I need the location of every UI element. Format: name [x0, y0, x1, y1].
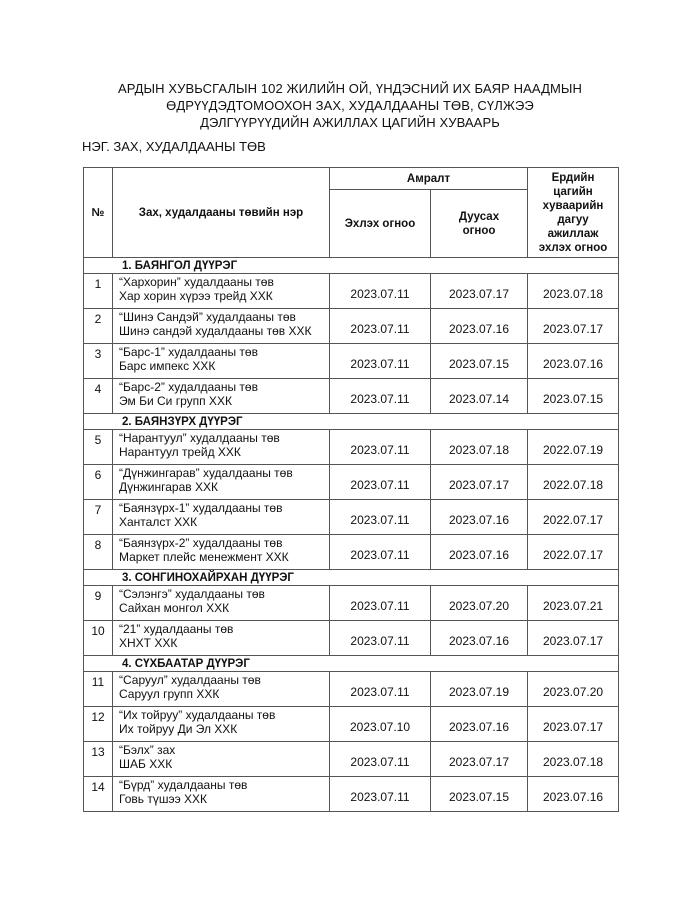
- table-row: [84, 742, 619, 777]
- company-name: Сайхан монгол ХХК: [119, 601, 230, 615]
- district-label: 1. БАЯНГОЛ ДҮҮРЭГ: [84, 258, 619, 274]
- header-rest: Амралт: [330, 168, 528, 190]
- market-name: “Шинэ Сандэй” худалдааны төв: [119, 310, 296, 324]
- title-line-1: АРДЫН ХУВЬСГАЛЫН 102 ЖИЛИЙН ОЙ, ҮНДЭСНИЙ ИХ БАЯР НААДМЫН: [117, 81, 583, 96]
- district-row: [84, 414, 619, 430]
- header-regular: Ердийн цагийн хуваарийн дагуу ажиллаж эхлэх огноо: [528, 168, 619, 258]
- end-date: 2023.07.16: [431, 707, 528, 742]
- table-row: [84, 586, 619, 621]
- table-row: [84, 672, 619, 707]
- market-name: “Бүрд” худалдааны төв: [119, 778, 248, 792]
- row-number: 11: [84, 672, 113, 707]
- row-number: 3: [84, 344, 113, 379]
- schedule-body: [84, 258, 619, 812]
- market-name: “Баянзүрх-2” худалдааны төв: [119, 536, 283, 550]
- start-date: 2023.07.11: [330, 535, 431, 570]
- table-row: [84, 707, 619, 742]
- row-number: 2: [84, 309, 113, 344]
- company-name: ШАБ ХХК: [119, 757, 173, 771]
- regular-date: 2023.07.18: [528, 742, 619, 777]
- company-name: Эм Би Си групп ХХК: [119, 394, 232, 408]
- table-row: [84, 465, 619, 500]
- regular-date: 2023.07.17: [528, 707, 619, 742]
- table-row: [84, 379, 619, 414]
- start-date: 2023.07.11: [330, 465, 431, 500]
- row-number: 1: [84, 274, 113, 309]
- market-name-cell: [113, 379, 330, 414]
- regular-date: 2023.07.18: [528, 274, 619, 309]
- market-name: “Дүнжингарав” худалдааны төв: [119, 466, 293, 480]
- market-name-cell: [113, 344, 330, 379]
- regular-date: 2023.07.16: [528, 344, 619, 379]
- table-row: [84, 500, 619, 535]
- end-date: 2023.07.17: [431, 742, 528, 777]
- market-name: “Саруул” худалдааны төв: [119, 673, 261, 687]
- start-date: 2023.07.11: [330, 344, 431, 379]
- document-title: [0, 80, 700, 131]
- market-name: “Барс-1” худалдааны төв: [119, 345, 258, 359]
- table-row: [84, 777, 619, 812]
- district-label: 4. СҮХБААТАР ДҮҮРЭГ: [84, 656, 619, 672]
- header-start: Эхлэх огноо: [330, 190, 431, 258]
- end-date: 2023.07.14: [431, 379, 528, 414]
- end-date: 2023.07.16: [431, 309, 528, 344]
- start-date: 2023.07.11: [330, 621, 431, 656]
- market-name: “Сэлэнгэ” худалдааны төв: [119, 587, 265, 601]
- end-date: 2023.07.16: [431, 535, 528, 570]
- market-name: “21” худалдааны төв: [119, 622, 234, 636]
- start-date: 2023.07.11: [330, 500, 431, 535]
- regular-date: 2022.07.17: [528, 500, 619, 535]
- end-date: 2023.07.19: [431, 672, 528, 707]
- regular-date: 2022.07.17: [528, 535, 619, 570]
- row-number: 4: [84, 379, 113, 414]
- row-number: 5: [84, 430, 113, 465]
- regular-date: 2023.07.17: [528, 621, 619, 656]
- start-date: 2023.07.11: [330, 309, 431, 344]
- start-date: 2023.07.11: [330, 379, 431, 414]
- market-name: “Их тойруу” худалдааны төв: [119, 708, 276, 722]
- market-name-cell: [113, 586, 330, 621]
- start-date: 2023.07.11: [330, 586, 431, 621]
- market-name: “Нарантуул” худалдааны төв: [119, 431, 280, 445]
- district-label: 2. БАЯНЗҮРХ ДҮҮРЭГ: [84, 414, 619, 430]
- market-name-cell: [113, 621, 330, 656]
- market-name-cell: [113, 430, 330, 465]
- row-number: 13: [84, 742, 113, 777]
- company-name: Шинэ сандэй худалдааны төв ХХК: [119, 324, 312, 338]
- table-row: [84, 430, 619, 465]
- row-number: 9: [84, 586, 113, 621]
- row-number: 10: [84, 621, 113, 656]
- market-name: “Баянзүрх-1” худалдааны төв: [119, 501, 283, 515]
- header-number: №: [84, 168, 113, 258]
- header-name: Зах, худалдааны төвийн нэр: [113, 168, 330, 258]
- district-row: [84, 570, 619, 586]
- district-row: [84, 258, 619, 274]
- company-name: Их тойруу Ди Эл ХХК: [119, 722, 238, 736]
- header-end: Дуусах огноо: [431, 190, 528, 258]
- start-date: 2023.07.11: [330, 742, 431, 777]
- table-row: [84, 621, 619, 656]
- end-date: 2023.07.15: [431, 777, 528, 812]
- table-row: [84, 274, 619, 309]
- company-name: ХНХТ ХХК: [119, 636, 178, 650]
- start-date: 2023.07.11: [330, 777, 431, 812]
- market-name: “Барс-2” худалдааны төв: [119, 380, 258, 394]
- market-name-cell: [113, 465, 330, 500]
- market-name-cell: [113, 777, 330, 812]
- end-date: 2023.07.15: [431, 344, 528, 379]
- table-row: [84, 344, 619, 379]
- district-row: [84, 656, 619, 672]
- regular-date: 2023.07.17: [528, 309, 619, 344]
- table-row: [84, 309, 619, 344]
- district-label: 3. СОНГИНОХАЙРХАН ДҮҮРЭГ: [84, 570, 619, 586]
- regular-date: 2023.07.15: [528, 379, 619, 414]
- company-name: Ханталст ХХК: [119, 515, 198, 529]
- market-name-cell: [113, 274, 330, 309]
- start-date: 2023.07.11: [330, 672, 431, 707]
- row-number: 6: [84, 465, 113, 500]
- title-line-3: ДЭЛГҮҮРҮҮДИЙН АЖИЛЛАХ ЦАГИЙН ХУВААРЬ: [200, 115, 500, 130]
- row-number: 14: [84, 777, 113, 812]
- market-name-cell: [113, 500, 330, 535]
- regular-date: 2023.07.16: [528, 777, 619, 812]
- company-name: Барс импекс ХХК: [119, 359, 216, 373]
- company-name: Хар хорин хүрээ трейд ХХК: [119, 289, 273, 303]
- regular-date: 2022.07.18: [528, 465, 619, 500]
- end-date: 2023.07.16: [431, 621, 528, 656]
- schedule-table: [83, 167, 619, 812]
- row-number: 12: [84, 707, 113, 742]
- market-name-cell: [113, 535, 330, 570]
- market-name: “Бэлх” зах: [119, 743, 176, 757]
- market-name: “Хархорин” худалдааны төв: [119, 275, 274, 289]
- row-number: 7: [84, 500, 113, 535]
- end-date: 2023.07.17: [431, 274, 528, 309]
- table-row: [84, 535, 619, 570]
- company-name: Маркет плейс менежмент ХХК: [119, 550, 289, 564]
- regular-date: 2023.07.20: [528, 672, 619, 707]
- company-name: Говь түшээ ХХК: [119, 792, 208, 806]
- regular-date: 2023.07.21: [528, 586, 619, 621]
- start-date: 2023.07.11: [330, 274, 431, 309]
- market-name-cell: [113, 742, 330, 777]
- end-date: 2023.07.17: [431, 465, 528, 500]
- company-name: Нарантуул трейд ХХК: [119, 445, 241, 459]
- regular-date: 2022.07.19: [528, 430, 619, 465]
- market-name-cell: [113, 707, 330, 742]
- company-name: Дүнжингарав ХХК: [119, 480, 218, 494]
- end-date: 2023.07.18: [431, 430, 528, 465]
- end-date: 2023.07.16: [431, 500, 528, 535]
- start-date: 2023.07.10: [330, 707, 431, 742]
- title-line-2: ӨДРҮҮДЭДТОМООХОН ЗАХ, ХУДАЛДААНЫ ТӨВ, СҮЛЖЭЭ: [166, 98, 534, 113]
- market-name-cell: [113, 672, 330, 707]
- end-date: 2023.07.20: [431, 586, 528, 621]
- company-name: Саруул групп ХХК: [119, 687, 220, 701]
- row-number: 8: [84, 535, 113, 570]
- section-title: НЭГ. ЗАХ, ХУДАЛДААНЫ ТӨВ: [82, 139, 266, 154]
- start-date: 2023.07.11: [330, 430, 431, 465]
- market-name-cell: [113, 309, 330, 344]
